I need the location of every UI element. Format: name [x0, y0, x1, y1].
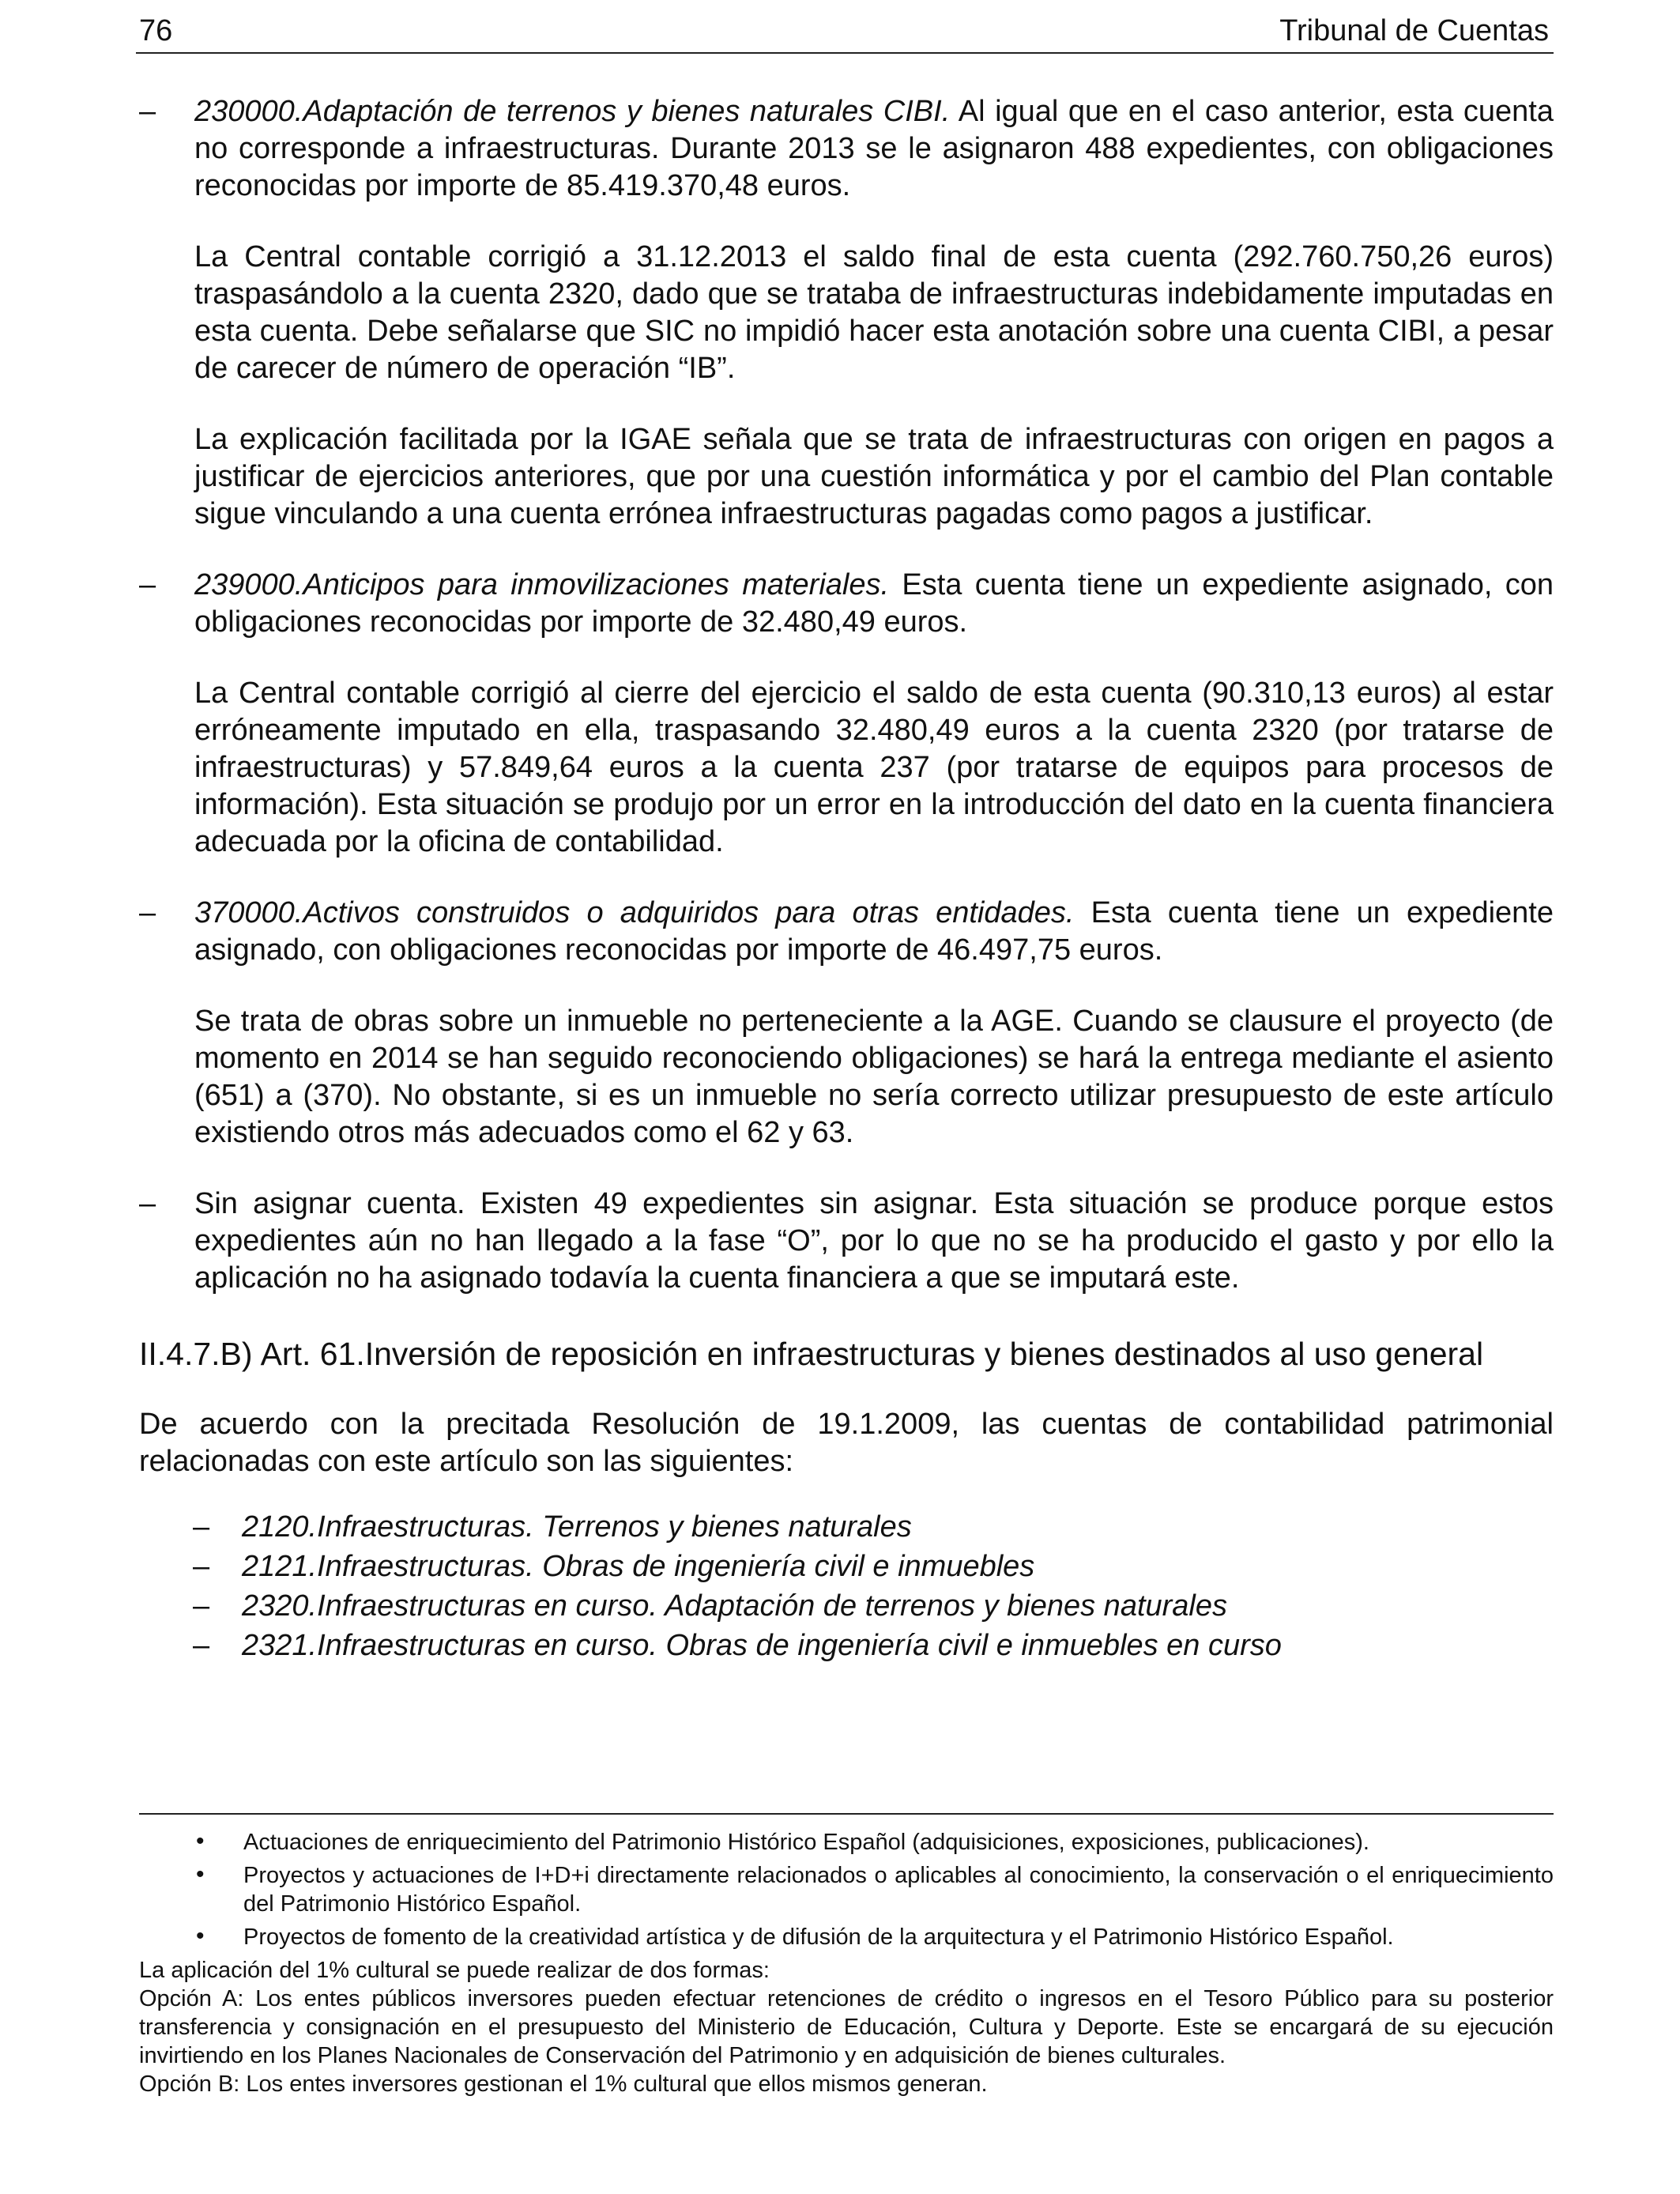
dash-bullet: –	[193, 1550, 210, 1583]
item-text: Esta cuenta tiene un expediente asignado, con obligaciones reconocidas por importe de 32.480,49 euros.	[194, 568, 1554, 639]
dash-bullet: –	[139, 568, 156, 601]
footnote-line: Opción A: Los entes públicos inversores pueden efectuar retenciones de crédito o ingresos en el Tesoro Público para su posterior transferencia y consignación en el presupuesto del Ministerio de Educación, Cultura y Deporte. Este se encargará de su ejecución invirtiendo en los Planes Nacionales de Conservación del Patrimonio y en adquisición de bienes culturales.	[139, 1986, 1554, 2068]
account-name: 2121.Infraestructuras. Obras de ingeniería civil e inmuebles	[242, 1550, 1035, 1583]
account-title: 239000.Anticipos para inmovilizaciones materiales.	[194, 568, 890, 601]
item-text: Al igual que en el caso anterior, esta cuenta no corresponde a infraestructuras. Durante 2013 se le asignaron 488 expedientes, con obligaciones reconocidas por importe de 85.419.370,48 euros.	[194, 95, 1554, 202]
item-paragraph: La Central contable corrigió al cierre del ejercicio el saldo de esta cuenta (90.310,13 euros) al estar erróneamente imputado en ella, traspasando 32.480,49 euros a la cuenta 2320 (por tratarse de infraestructuras) y 57.849,64 euros a la cuenta 237 (por tratarse de equipos para procesos de información). Esta situación se produjo por un error en la introducción del dato en la cuenta financiera adecuada por la oficina de contabilidad.	[194, 677, 1554, 858]
bullet-dot: •	[196, 1828, 205, 1854]
section-label: II.4.7.B)	[139, 1336, 253, 1372]
dash-bullet: –	[193, 1510, 210, 1544]
dash-bullet: –	[139, 1187, 156, 1220]
footnote-bullet-text: Actuaciones de enriquecimiento del Patrimonio Histórico Español (adquisiciones, exposiciones, publicaciones).	[243, 1830, 1369, 1855]
accounts-list	[139, 1507, 1554, 1665]
intro-paragraph: De acuerdo con la precitada Resolución de 19.1.2009, las cuentas de contabilidad patrimonial relacionadas con este artículo son las siguientes:	[139, 1408, 1554, 1478]
account-name: 2120.Infraestructuras. Terrenos y bienes naturales	[242, 1510, 912, 1544]
footnote-bullet-text: Proyectos de fomento de la creatividad artística y de difusión de la arquitectura y el Patrimonio Histórico Español.	[243, 1924, 1394, 1950]
dash-bullet: –	[139, 896, 156, 929]
dash-bullet: –	[139, 95, 156, 128]
item-paragraph	[194, 93, 1554, 205]
list-item-sin-asignar	[139, 1186, 1554, 1297]
dash-bullet: –	[193, 1629, 210, 1662]
list-item	[139, 1547, 1554, 1586]
account-title: 230000.Adaptación de terrenos y bienes naturales CIBI.	[194, 95, 951, 128]
list-item	[139, 1507, 1554, 1547]
list-item-370000	[139, 895, 1554, 1152]
running-title: Tribunal de Cuentas	[1279, 14, 1549, 47]
bullet-dot: •	[196, 1861, 205, 1887]
main-text	[139, 93, 1554, 1665]
page-header	[136, 9, 1554, 54]
account-title: 370000.Activos construidos o adquiridos para otras entidades.	[194, 896, 1075, 929]
footnote-separator	[139, 1813, 1554, 1815]
list-item	[139, 1586, 1554, 1626]
list-item-230000	[139, 93, 1554, 533]
item-paragraph: Se trata de obras sobre un inmueble no perteneciente a la AGE. Cuando se clausure el proyecto (de momento en 2014 se han seguido reconociendo obligaciones) se hará la entrega mediante el asiento (651) a (370). No obstante, si es un inmueble no sería correcto utilizar presupuesto de este artículo existiendo otros más adecuados como el 62 y 63.	[194, 1005, 1554, 1149]
footnote-bullet-text: Proyectos y actuaciones de I+D+i directamente relacionados o aplicables al conocimiento, la conservación o el enriquecimiento del Patrimonio Histórico Español.	[243, 1863, 1554, 1917]
footnote-line: Opción B: Los entes inversores gestionan el 1% cultural que ellos mismos generan.	[139, 2071, 988, 2097]
footnote-bullet	[139, 1828, 1554, 1857]
page-number: 76	[139, 14, 173, 47]
item-text: Esta cuenta tiene un expediente asignado, con obligaciones reconocidas por importe de 46.497,75 euros.	[194, 896, 1554, 967]
section-title: Art. 61.Inversión de reposición en infraestructuras y bienes destinados al uso general	[260, 1336, 1484, 1372]
footnote-line: La aplicación del 1% cultural se puede realizar de dos formas:	[139, 1958, 770, 1983]
footnotes	[139, 1828, 1554, 2098]
account-name: 2321.Infraestructuras en curso. Obras de ingeniería civil e inmuebles en curso	[242, 1629, 1282, 1662]
footnote-bullet	[139, 1861, 1554, 1918]
list-item	[139, 1626, 1554, 1665]
footnote-bullet	[139, 1923, 1554, 1951]
item-paragraph	[194, 895, 1554, 969]
item-paragraph: Sin asignar cuenta. Existen 49 expedientes sin asignar. Esta situación se produce porque estos expedientes aún no han llegado a la fase “O”, por lo que no se ha producido el gasto y por ello la aplicación no ha asignado todavía la cuenta financiera a que se imputará este.	[194, 1187, 1554, 1295]
list-item-239000	[139, 567, 1554, 861]
item-paragraph: La explicación facilitada por la IGAE señala que se trata de infraestructuras con origen en pagos a justificar de ejercicios anteriores, que por una cuestión informática y por el cambio del Plan contable sigue vinculando a una cuenta errónea infraestructuras pagadas como pagos a justificar.	[194, 423, 1554, 530]
item-paragraph	[194, 567, 1554, 641]
item-paragraph: La Central contable corrigió a 31.12.2013 el saldo final de esta cuenta (292.760.750,26 euros) traspasándolo a la cuenta 2320, dado que se trataba de infraestructuras indebidamente imputadas en esta cuenta. Debe señalarse que SIC no impidió hacer esta anotación sobre una cuenta CIBI, a pesar de carecer de número de operación “IB”.	[194, 240, 1554, 385]
bullet-dot: •	[196, 1923, 205, 1949]
dash-bullet: –	[193, 1589, 210, 1623]
account-name: 2320.Infraestructuras en curso. Adaptación de terrenos y bienes naturales	[242, 1589, 1228, 1623]
section-heading	[139, 1333, 1554, 1374]
